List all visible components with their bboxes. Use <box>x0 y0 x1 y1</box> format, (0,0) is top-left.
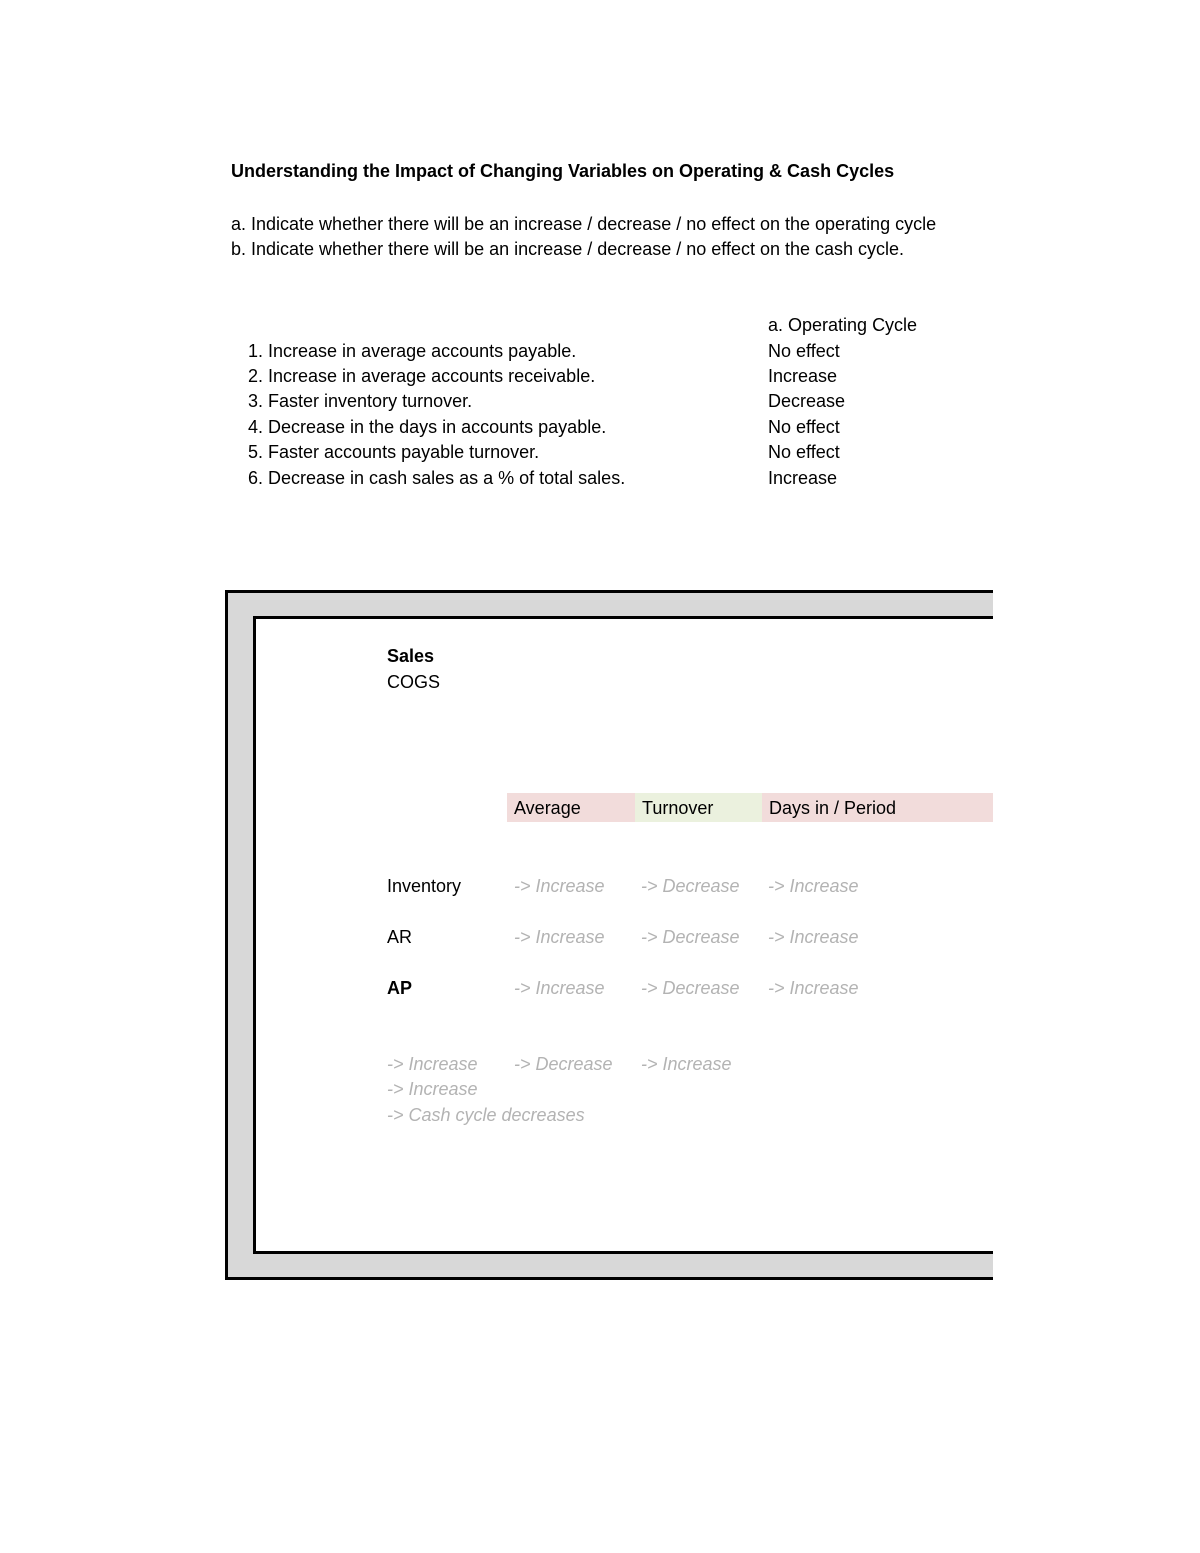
ar-turnover: -> Decrease <box>641 927 740 947</box>
ar-days: -> Increase <box>768 927 859 947</box>
page-edge-mask <box>993 580 1200 1300</box>
answer-6: Increase <box>768 468 838 488</box>
inventory-turnover: -> Decrease <box>641 876 740 896</box>
ap-days: -> Increase <box>768 978 859 998</box>
operating-cycle-header: a. Operating Cycle <box>768 315 918 335</box>
inventory-days: -> Increase <box>768 876 859 896</box>
instruction-a: a. Indicate whether there will be an increase / decrease / no effect on the operating cycle <box>231 214 937 234</box>
header-days: Days in / Period <box>762 793 993 822</box>
answer-3: Decrease <box>768 391 846 411</box>
question-2: 2. Increase in average accounts receivable. <box>248 366 596 386</box>
question-4: 4. Decrease in the days in accounts payable. <box>248 417 607 437</box>
row-label-inventory: Inventory <box>387 876 462 896</box>
sales-label: Sales <box>387 646 435 666</box>
question-5: 5. Faster accounts payable turnover. <box>248 442 540 462</box>
cogs-label: COGS <box>387 672 441 692</box>
answer-1: No effect <box>768 341 840 361</box>
page-title: Understanding the Impact of Changing Variables on Operating & Cash Cycles <box>231 161 895 181</box>
note-line3: -> Cash cycle decreases <box>387 1105 585 1125</box>
note-line2: -> Increase <box>387 1079 478 1099</box>
inventory-average: -> Increase <box>514 876 605 896</box>
ap-average: -> Increase <box>514 978 605 998</box>
note-line1-col1: -> Increase <box>387 1054 478 1074</box>
header-turnover: Turnover <box>635 793 762 822</box>
instruction-b: b. Indicate whether there will be an increase / decrease / no effect on the cash cycle. <box>231 239 905 259</box>
answer-4: No effect <box>768 417 840 437</box>
note-line1-col3: -> Increase <box>641 1054 732 1074</box>
note-line1-col2: -> Decrease <box>514 1054 613 1074</box>
ap-turnover: -> Decrease <box>641 978 740 998</box>
header-average: Average <box>507 793 635 822</box>
row-label-ar: AR <box>387 927 413 947</box>
row-label-ap: AP <box>387 978 413 998</box>
ar-average: -> Increase <box>514 927 605 947</box>
worksheet-inner-box <box>253 616 1013 1254</box>
question-3: 3. Faster inventory turnover. <box>248 391 473 411</box>
question-6: 6. Decrease in cash sales as a % of total sales. <box>248 468 626 488</box>
answer-5: No effect <box>768 442 840 462</box>
answer-2: Increase <box>768 366 838 386</box>
question-1: 1. Increase in average accounts payable. <box>248 341 577 361</box>
